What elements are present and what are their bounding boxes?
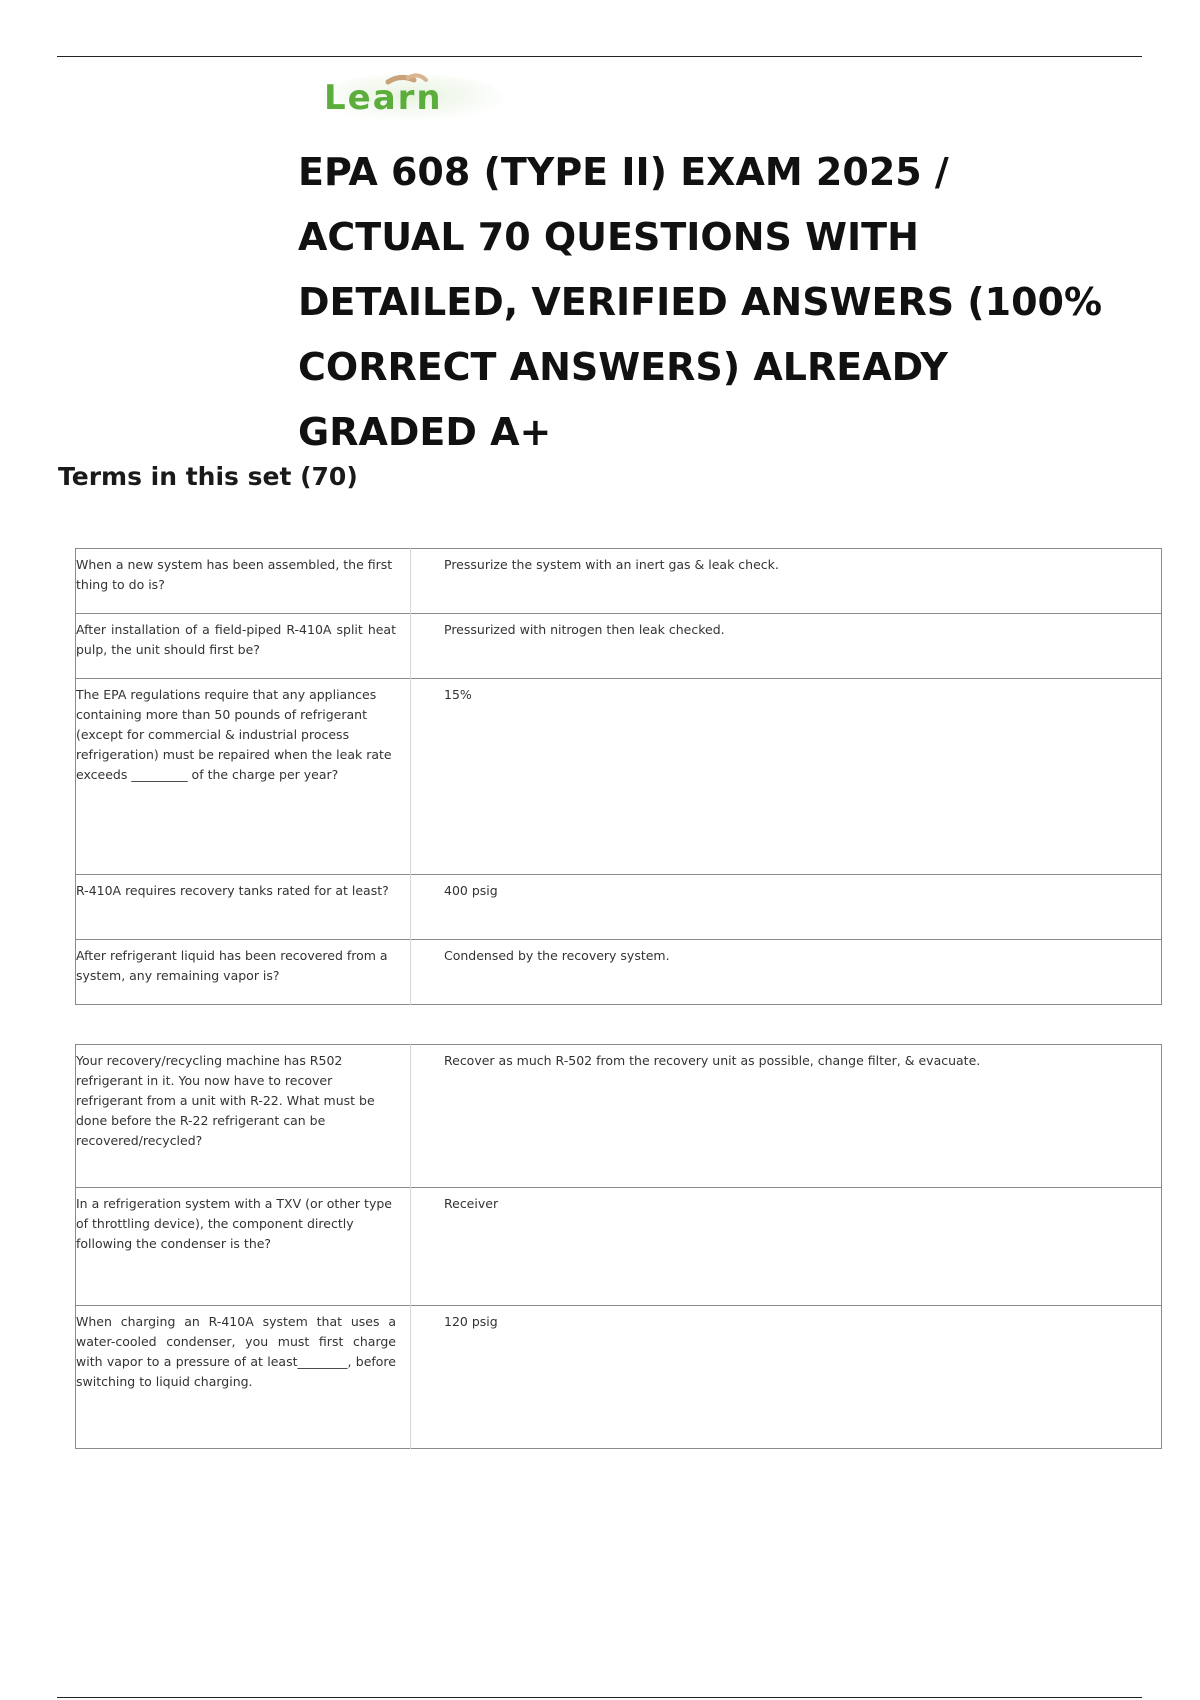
table-row xyxy=(76,1306,1162,1449)
table-row xyxy=(76,1188,1162,1306)
logo-text: Learn xyxy=(324,78,443,118)
question-cell: When charging an R-410A system that uses a water-cooled condenser, you must first charge with vapor to a pressure of at least________, before switching to liquid charging. xyxy=(76,1306,411,1449)
table-row xyxy=(76,1045,1162,1188)
flashcard-table-2 xyxy=(75,1044,1162,1449)
table-row xyxy=(76,549,1162,614)
top-rule xyxy=(57,56,1142,57)
answer-cell: Recover as much R-502 from the recovery unit as possible, change filter, & evacuate. xyxy=(411,1045,1162,1188)
table-row xyxy=(76,679,1162,875)
question-cell: In a refrigeration system with a TXV (or other type of throttling device), the component directly following the condenser is the? xyxy=(76,1188,411,1306)
answer-cell: 120 psig xyxy=(411,1306,1162,1449)
answer-cell: Pressurized with nitrogen then leak checked. xyxy=(411,614,1162,679)
table-row xyxy=(76,940,1162,1005)
table-row xyxy=(76,875,1162,940)
answer-cell: Condensed by the recovery system. xyxy=(411,940,1162,1005)
terms-heading: Terms in this set (70) xyxy=(58,462,358,491)
flashcard-table-1 xyxy=(75,548,1162,1005)
learn-logo xyxy=(316,72,506,124)
table-row xyxy=(76,614,1162,679)
answer-cell: 15% xyxy=(411,679,1162,875)
bottom-rule xyxy=(57,1697,1142,1698)
question-cell: After refrigerant liquid has been recovered from a system, any remaining vapor is? xyxy=(76,940,411,1005)
answer-cell: Receiver xyxy=(411,1188,1162,1306)
question-cell: Your recovery/recycling machine has R502 refrigerant in it. You now have to recover refrigerant from a unit with R-22. What must be done before the R-22 refrigerant can be recovered/recycled? xyxy=(76,1045,411,1188)
page-title: EPA 608 (TYPE II) EXAM 2025 / ACTUAL 70 QUESTIONS WITH DETAILED, VERIFIED ANSWERS (100% CORRECT ANSWERS) ALREADY GRADED A+ xyxy=(298,150,1103,454)
question-cell: After installation of a field-piped R-410A split heat pulp, the unit should first be? xyxy=(76,614,411,679)
question-cell: When a new system has been assembled, the first thing to do is? xyxy=(76,549,411,614)
question-cell: The EPA regulations require that any appliances containing more than 50 pounds of refrigerant (except for commercial & industrial process refrigeration) must be repaired when the leak rate exceeds _________ of the charge per year? xyxy=(76,679,411,875)
answer-cell: 400 psig xyxy=(411,875,1162,940)
answer-cell: Pressurize the system with an inert gas & leak check. xyxy=(411,549,1162,614)
question-cell: R-410A requires recovery tanks rated for at least? xyxy=(76,875,411,940)
